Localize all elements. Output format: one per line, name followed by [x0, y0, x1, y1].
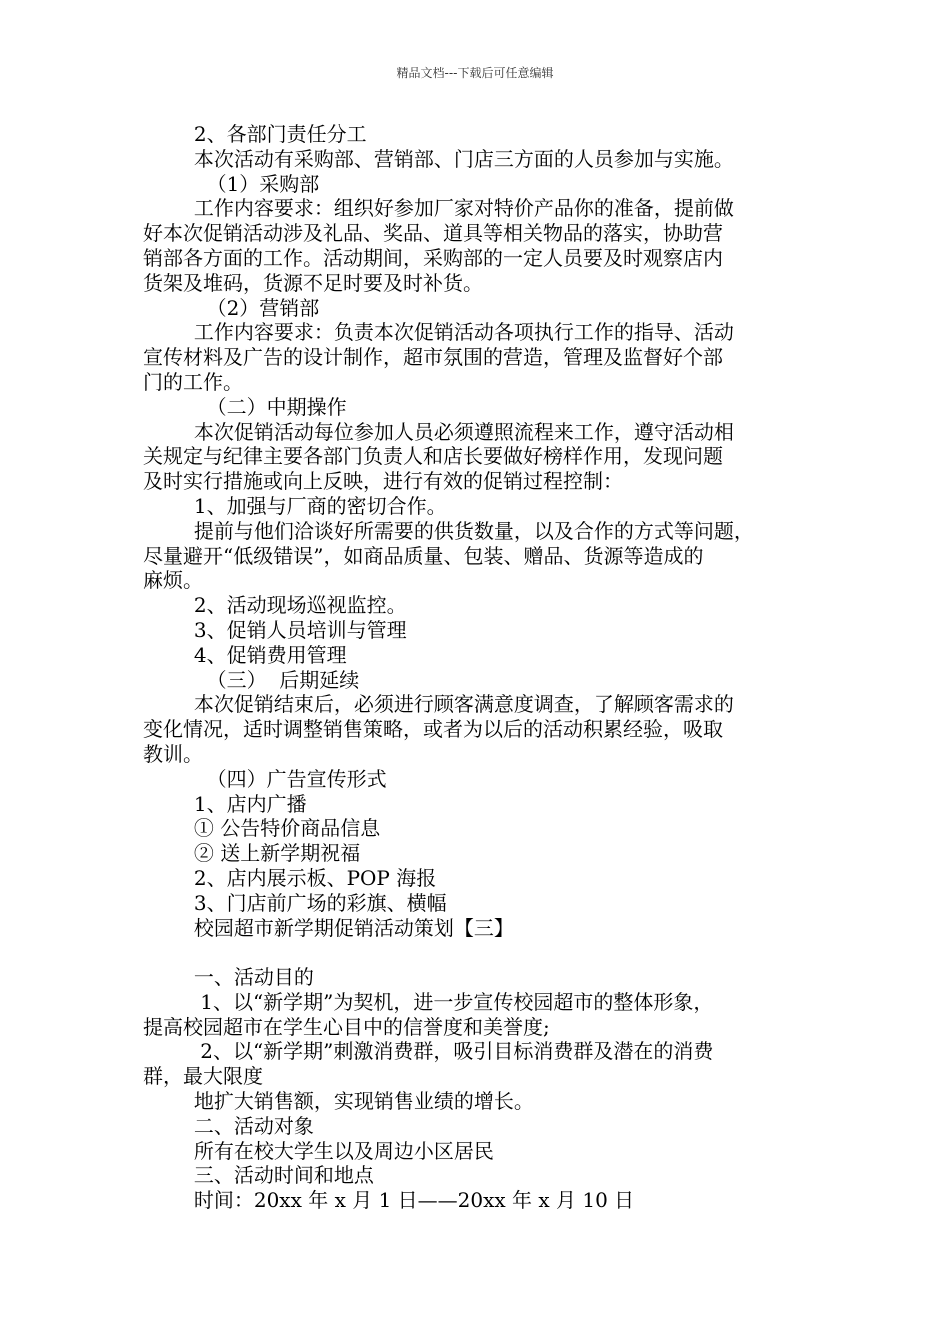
text-line: 变化情况，适时调整销售策略，或者为以后的活动积累经验，吸取 [143, 717, 723, 742]
blank-line [143, 940, 813, 965]
text-line: 货架及堆码，货源不足时要及时补货。 [143, 270, 483, 295]
text-line: 1、加强与厂商的密切合作。 [143, 493, 447, 518]
text-line: 本次促销活动每位参加人员必须遵照流程来工作，遵守活动相 [143, 419, 734, 444]
text-line: 4、促销费用管理 [143, 642, 347, 667]
text-line: 销部各方面的工作。活动期间，采购部的一定人员要及时观察店内 [143, 245, 723, 270]
text-line: 宣传材料及广告的设计制作，超市氛围的营造，管理及监督好个部 [143, 345, 723, 370]
text-line: 2、各部门责任分工 [143, 122, 367, 146]
text-line: （三） 后期延续 [143, 667, 360, 692]
text-line: 2、活动现场巡视监控。 [143, 593, 407, 618]
text-line: （1）采购部 [143, 171, 320, 196]
text-line: 一、活动目的 [143, 965, 314, 990]
text-line: ① 公告特价商品信息 [143, 816, 381, 841]
text-line: 3、促销人员培训与管理 [143, 617, 407, 642]
text-line: 2、店内展示板、POP 海报 [143, 865, 437, 890]
text-line: 及时实行措施或向上反映，进行有效的促销过程控制： [143, 469, 623, 494]
text-line: 提前与他们洽谈好所需要的供货数量，以及合作的方式等问题， [143, 518, 754, 543]
document-body [143, 122, 813, 1213]
text-line: （2）营销部 [143, 295, 320, 320]
text-line: 教训。 [143, 741, 203, 766]
text-line: 提高校园超市在学生心目中的信誉度和美誉度; [143, 1014, 550, 1039]
text-line: 校园超市新学期促销活动策划【三】 [143, 915, 514, 940]
text-line: （四）广告宣传形式 [143, 766, 387, 791]
text-line: 门的工作。 [143, 369, 243, 394]
text-line: 时间：20xx 年 x 月 1 日——20xx 年 x 月 10 日 [143, 1188, 635, 1213]
text-line: 群，最大限度 [143, 1064, 263, 1089]
text-line: 1、以“新学期”为契机，进一步宣传校园超市的整体形象， [143, 989, 714, 1014]
text-line: 工作内容要求：负责本次促销活动各项执行工作的指导、活动 [143, 320, 734, 345]
text-line: 工作内容要求：组织好参加厂家对特价产品你的准备，提前做 [143, 196, 734, 221]
text-line: 本次促销结束后，必须进行顾客满意度调查，了解顾客需求的 [143, 692, 734, 717]
text-line: 1、店内广播 [143, 791, 307, 816]
text-line: （二）中期操作 [143, 394, 347, 419]
text-line: 麻烦。 [143, 568, 203, 593]
text-line: 地扩大销售额，实现销售业绩的增长。 [143, 1089, 534, 1114]
page-header: 精品文档---下载后可任意编辑 [396, 66, 554, 80]
text-line: 尽量避开“低级错误”，如商品质量、包装、赠品、货源等造成的 [143, 543, 704, 568]
text-line: 三、活动时间和地点 [143, 1163, 374, 1188]
text-line: 关规定与纪律主要各部门负责人和店长要做好榜样作用，发现问题 [143, 444, 723, 469]
text-line: 本次活动有采购部、营销部、门店三方面的人员参加与实施。 [143, 146, 734, 171]
text-line: 好本次促销活动涉及礼品、奖品、道具等相关物品的落实，协助营 [143, 221, 723, 246]
text-line: 二、活动对象 [143, 1113, 314, 1138]
text-line: 3、门店前广场的彩旗、横幅 [143, 890, 447, 915]
text-line: ② 送上新学期祝福 [143, 841, 361, 866]
text-line: 所有在校大学生以及周边小区居民 [143, 1138, 494, 1163]
text-line: 2、以“新学期”刺激消费群，吸引目标消费群及潜在的消费 [143, 1039, 714, 1064]
